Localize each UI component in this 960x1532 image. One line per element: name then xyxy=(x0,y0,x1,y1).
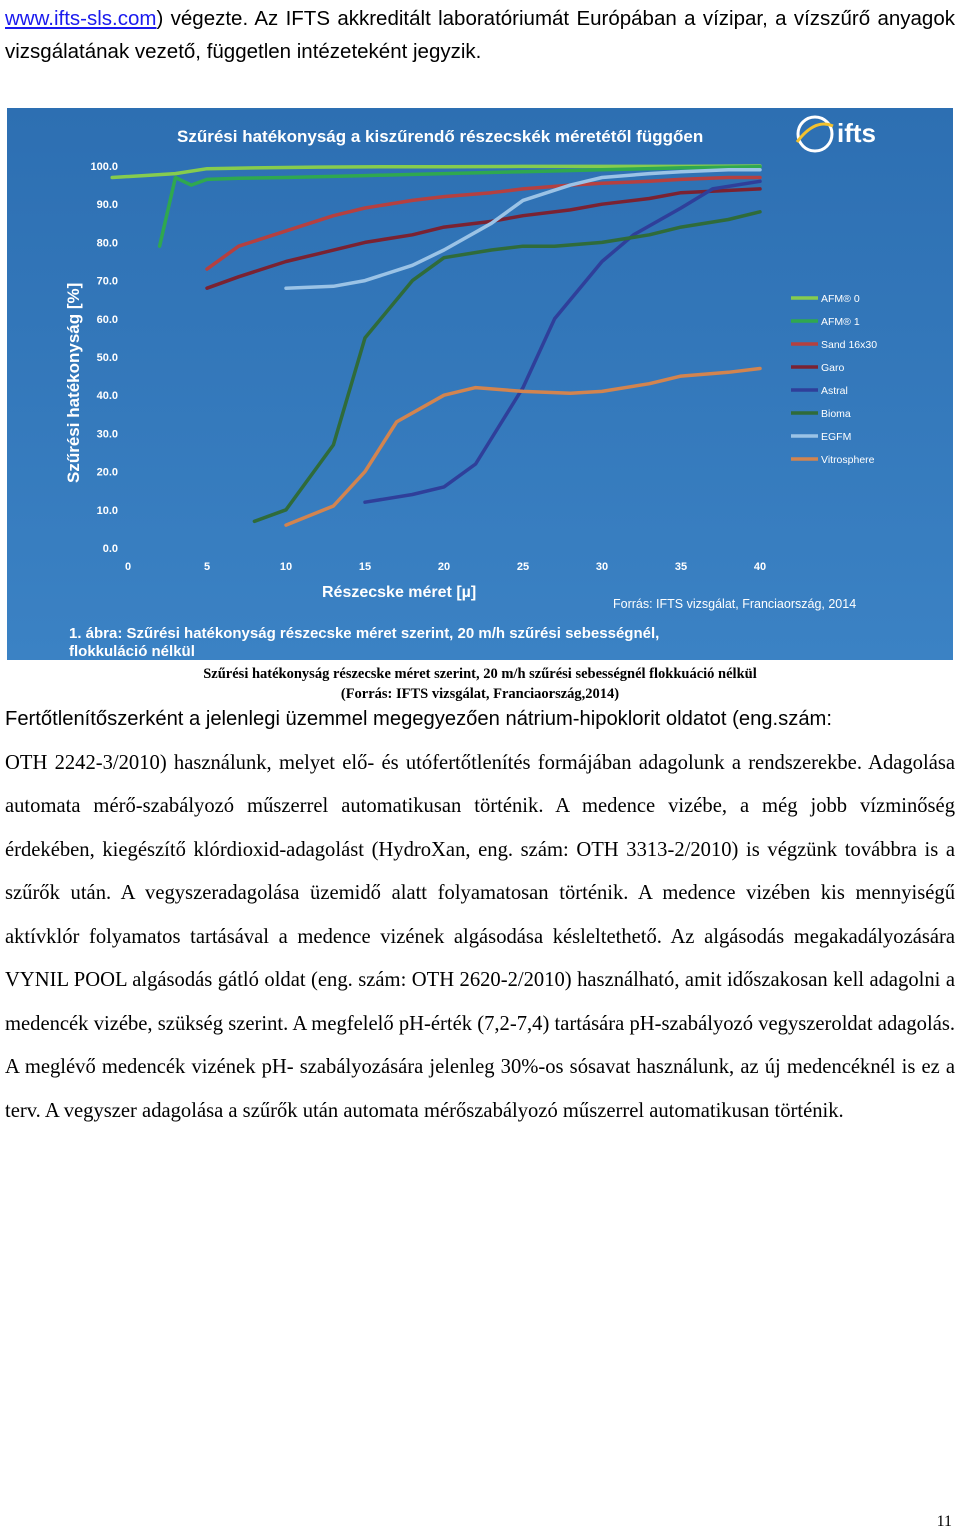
filtration-efficiency-chart xyxy=(7,108,953,660)
y-tick-label: 20.0 xyxy=(96,466,118,479)
y-tick-label: 70.0 xyxy=(96,275,118,288)
page-number: 11 xyxy=(936,1513,952,1530)
figure-source-caption: (Forrás: IFTS vizsgálat, Franciaország,2014) xyxy=(340,686,620,702)
figure-caption-line2: flokkuláció nélkül xyxy=(69,643,195,660)
legend-label: Garo xyxy=(821,362,845,374)
x-tick-label: 0 xyxy=(124,561,132,573)
body-paragraph-2: OTH 2242-3/2010) használunk, melyet elő- és utófertőtlenítés formájában adagolunk a rendszerekbe. Adagolása automata mérő-szabályozó műszerrel automatikusan történik. A medence vizébe, a még jobb vízminőség érdekében, kiegészítő klórdioxid-adagolást (HydroXan, eng. szám: OTH 3313-2/2010) is végzünk továbbra is a szűrők után. A vegyszeradagolása üzemidő alatt folyamatosan történik. A medence vizében kis mennyiségű aktívklór folyamatos tartásával a medence vizének algásodása késleltethető. Az algásodás megakadályozására VYNIL POOL algásodás gátló oldat (eng. szám: OTH 2620-2/2010) használható, amit időszakosan kell adagolni a medencék vizébe, szükség szerint. A megfelelő pH-érték (7,2-7,4) tartására pH-szabályozó vegyszeroldat adagolás. A meglévő medencék vizének pH- szabályozására jelenleg 30%-os sósavat használunk, az új medencéknél is ez a terv. A vegyszer adagolása a szűrők után automata mérőszabályozó műszerrel automatikusan történik. xyxy=(5,751,955,1122)
x-tick-label: 35 xyxy=(674,561,688,573)
y-tick-label: 40.0 xyxy=(96,390,118,403)
figure-caption: Szűrési hatékonyság részecske méret szerint, 20 m/h szűrési sebességnél flokkuáció nélkül xyxy=(203,666,757,682)
y-tick-label: 80.0 xyxy=(96,237,118,250)
chart-source: Forrás: IFTS vizsgálat, Franciaország, 2014 xyxy=(613,597,857,611)
figure-caption-line1: 1. ábra: Szűrési hatékonyság részecske méret szerint, 20 m/h szűrési sebességnél, xyxy=(69,625,660,642)
y-axis-label: Szűrési hatékonyság [%] xyxy=(64,282,83,483)
legend-label: Sand 16x30 xyxy=(821,339,878,351)
legend-label: AFM® 0 xyxy=(821,293,860,305)
legend-label: Astral xyxy=(821,385,848,397)
y-tick-label: 50.0 xyxy=(96,352,118,364)
intro-text: ) végezte. Az IFTS akkreditált laboratóriumát Európában a vízipar, a vízszűrő anyagok vizsgálatának vezető, független intézeteként jegyzik. xyxy=(5,7,955,63)
intro-paragraph xyxy=(5,2,955,68)
y-tick-label: 10.0 xyxy=(96,504,118,517)
legend-label: EGFM xyxy=(821,431,852,443)
legend-label: Vitrosphere xyxy=(821,454,875,466)
legend-label: Bioma xyxy=(821,408,851,420)
x-axis-label: Részecske méret [µ] xyxy=(322,584,477,601)
chart-title: Szűrési hatékonyság a kiszűrendő részecskék méretétől függően xyxy=(177,127,704,146)
x-tick-label: 20 xyxy=(437,561,451,573)
body-text xyxy=(5,698,955,1133)
x-tick-label: 15 xyxy=(358,561,372,573)
legend-label: AFM® 1 xyxy=(821,316,860,328)
y-tick-label: 100.0 xyxy=(90,161,118,173)
x-tick-label: 5 xyxy=(203,561,211,573)
ifts-link[interactable]: www.ifts-sls.com xyxy=(5,7,157,30)
x-tick-label: 25 xyxy=(516,561,530,573)
y-tick-label: 0.0 xyxy=(102,543,118,555)
x-tick-label: 10 xyxy=(279,561,293,573)
x-tick-label: 30 xyxy=(595,561,609,573)
chart-background xyxy=(7,108,953,660)
logo-text: ifts xyxy=(837,118,876,148)
y-tick-label: 30.0 xyxy=(96,428,118,441)
y-tick-label: 60.0 xyxy=(96,313,118,326)
y-tick-label: 90.0 xyxy=(96,199,118,212)
body-paragraph-1: Fertőtlenítőszerként a jelenlegi üzemmel megegyezően nátrium-hipoklorit oldatot (eng.szám: xyxy=(5,708,832,730)
x-tick-label: 40 xyxy=(753,561,767,573)
chart-photo xyxy=(7,108,953,660)
